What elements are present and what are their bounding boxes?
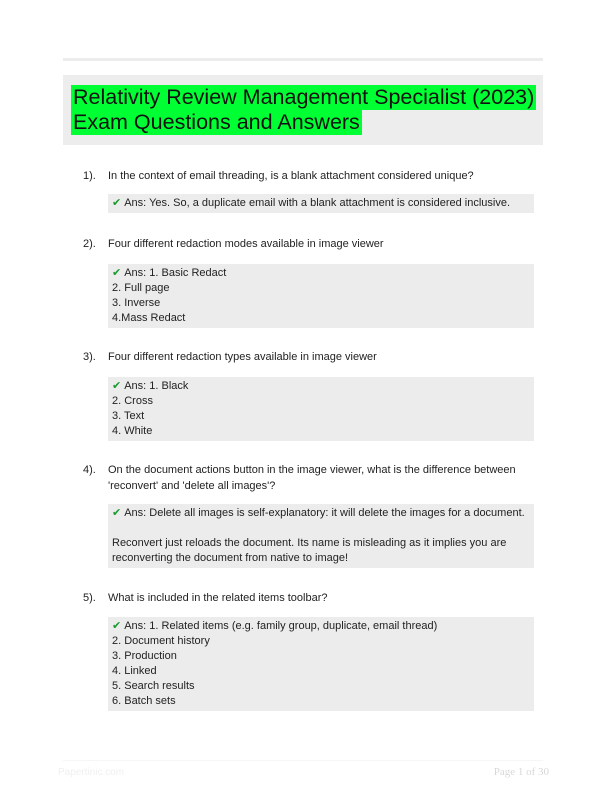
question-text: What is included in the related items toolbar? — [108, 592, 328, 604]
answer-line: 3. Text — [112, 410, 145, 422]
question-block-2 — [63, 236, 543, 328]
answer-line — [112, 521, 528, 536]
answer-box — [108, 617, 534, 711]
top-rule — [63, 58, 543, 61]
answer-line: Ans: 1. Black — [124, 380, 189, 392]
answer-line: 3. Inverse — [112, 297, 161, 309]
question-text: In the context of email threading, is a blank attachment considered unique? — [108, 170, 474, 182]
bottom-rule — [63, 760, 543, 761]
answer-line: 3. Production — [112, 650, 177, 662]
answer-line: 4. Linked — [112, 665, 157, 677]
question-text: Four different redaction types available in image viewer — [108, 351, 377, 363]
answer-box — [108, 264, 534, 328]
checkmark-icon: ✔ — [112, 620, 122, 632]
question-block-1 — [63, 168, 543, 213]
question-block-5 — [63, 590, 543, 711]
answer-box — [108, 377, 534, 441]
answer-box — [108, 504, 534, 568]
question-number: 3). — [83, 351, 96, 363]
answer-line: 4. White — [112, 425, 153, 437]
answer-line: reconverting the document from native to image! — [112, 552, 349, 564]
question-number: 1). — [83, 170, 96, 182]
question-text-line-2: 'reconvert' and 'delete all images'? — [108, 480, 276, 492]
question-text-line-1: On the document actions button in the image viewer, what is the difference between — [108, 464, 516, 476]
answer-line: Ans: Yes. So, a duplicate email with a blank attachment is considered inclusive. — [124, 197, 511, 209]
answer-box — [108, 194, 534, 213]
question-block-4 — [63, 462, 543, 568]
answer-line: Reconvert just reloads the document. Its name is misleading as it implies you are — [112, 537, 507, 549]
checkmark-icon: ✔ — [112, 267, 122, 279]
checkmark-icon: ✔ — [112, 380, 122, 392]
answer-line: 2. Full page — [112, 282, 170, 294]
document-title — [63, 75, 543, 145]
question-text: Four different redaction modes available in image viewer — [108, 238, 384, 250]
checkmark-icon: ✔ — [112, 507, 122, 519]
checkmark-icon: ✔ — [112, 197, 122, 209]
answer-line: 4.Mass Redact — [112, 312, 186, 324]
answer-line: 6. Batch sets — [112, 695, 176, 707]
question-number: 4). — [83, 464, 96, 476]
question-number: 2). — [83, 238, 96, 250]
answer-line: 2. Document history — [112, 635, 210, 647]
title-line-1: Relativity Review Management Specialist (2023) — [73, 85, 535, 109]
answer-line: 5. Search results — [112, 680, 195, 692]
answer-line: 2. Cross — [112, 395, 153, 407]
answer-line: Ans: 1. Related items (e.g. family group, duplicate, email thread) — [124, 620, 438, 632]
title-line-2: Exam Questions and Answers — [73, 110, 360, 134]
answer-line: Ans: 1. Basic Redact — [124, 267, 227, 279]
footer-watermark: Papertinic.com — [58, 767, 125, 778]
page-number: Page 1 of 30 — [493, 766, 549, 778]
question-number: 5). — [83, 592, 96, 604]
question-block-3 — [63, 349, 543, 441]
answer-line: Ans: Delete all images is self-explanatory: it will delete the images for a document. — [124, 507, 525, 519]
